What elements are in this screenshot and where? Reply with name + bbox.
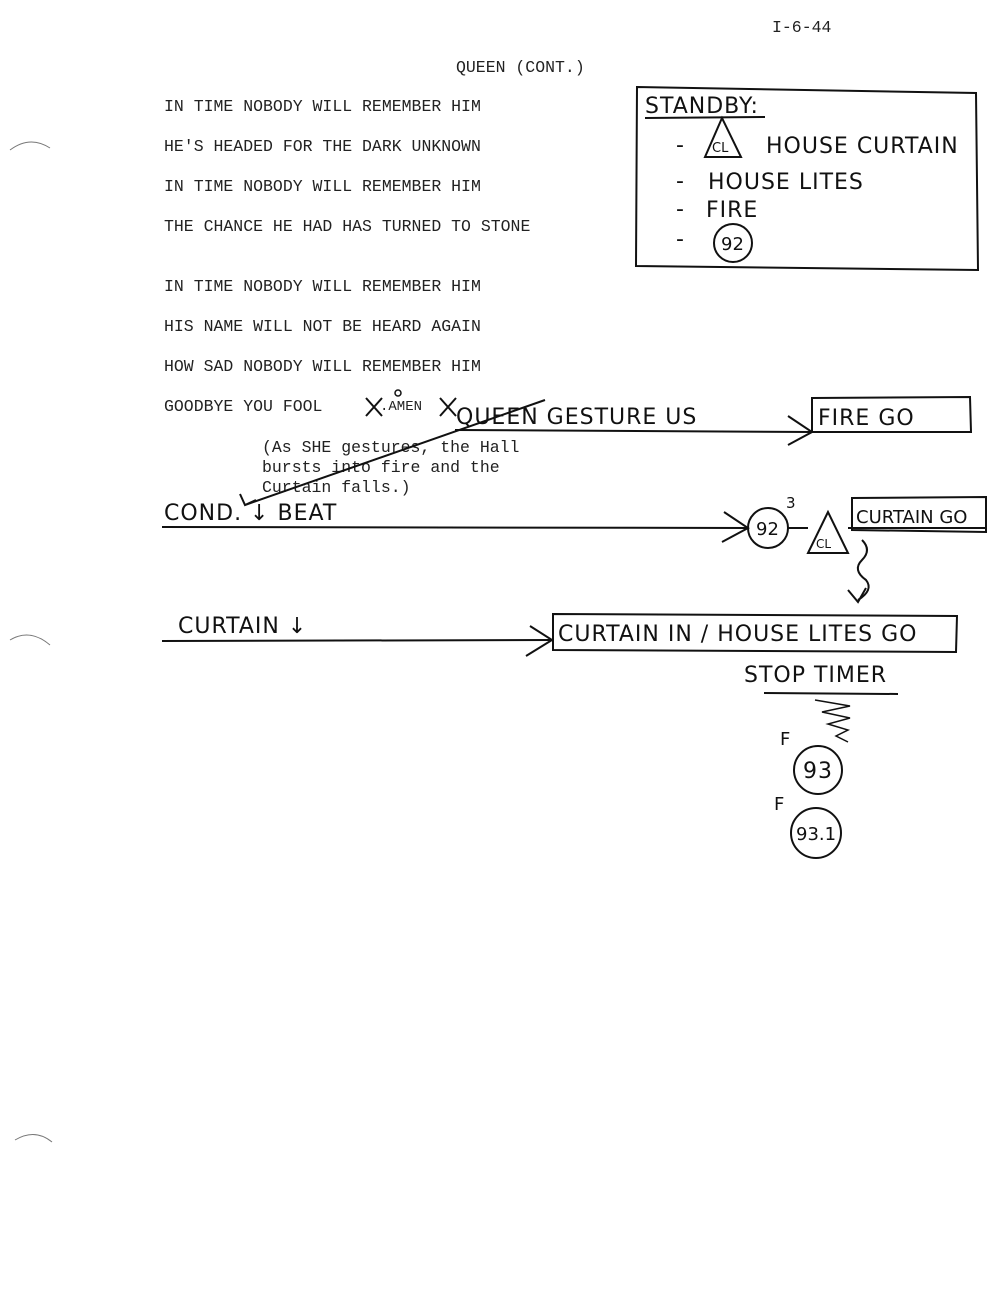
f-mark: F — [780, 729, 791, 750]
lyric-line: IN TIME NOBODY WILL REMEMBER HIM — [164, 97, 481, 116]
cl-badge: CL — [712, 141, 729, 156]
amen-text: .AMEN — [380, 399, 423, 415]
curtain-in-house-lites-cue: CURTAIN IN / HOUSE LITES GO — [558, 622, 918, 647]
stage-direction-line: bursts into fire and the — [262, 458, 500, 477]
standby-box — [636, 87, 978, 270]
lyric-line: IN TIME NOBODY WILL REMEMBER HIM — [164, 277, 481, 296]
curtain-cue: CURTAIN ↓ — [178, 614, 308, 639]
cue-93: 93 — [803, 759, 833, 784]
cue-number: 92 — [721, 234, 744, 255]
count-3: 3 — [786, 494, 796, 512]
dash: - — [676, 169, 685, 194]
cue-93-1: 93.1 — [796, 824, 837, 845]
lyric-line: THE CHANCE HE HAD HAS TURNED TO STONE — [164, 217, 531, 236]
dash: - — [676, 227, 685, 252]
lyric-line: GOODBYE YOU FOOL — [164, 397, 323, 416]
standby-item: FIRE — [706, 198, 759, 223]
character-heading: QUEEN (CONT.) — [456, 58, 585, 77]
lyric-line: HIS NAME WILL NOT BE HEARD AGAIN — [164, 317, 481, 336]
cue-92: 92 — [756, 519, 779, 540]
standby-title: STANDBY: — [645, 94, 759, 119]
queen-gesture-cue: QUEEN GESTURE US — [456, 405, 698, 430]
lyric-line: HE'S HEADED FOR THE DARK UNKNOWN — [164, 137, 481, 156]
page-number: I-6-44 — [772, 18, 832, 37]
dash: - — [676, 133, 685, 158]
f-mark: F — [774, 794, 785, 815]
cond-beat-cue: COND. ↓ BEAT — [164, 501, 338, 526]
stop-timer-note: STOP TIMER — [744, 663, 888, 688]
curtain-go-cue: CURTAIN GO — [856, 507, 968, 528]
dash: - — [676, 197, 685, 222]
cl-badge: CL — [816, 537, 832, 551]
stage-direction-line: Curtain falls.) — [262, 478, 411, 497]
fire-go-cue: FIRE GO — [818, 406, 915, 431]
stage-direction-line: (As SHE gestures, the Hall — [262, 438, 520, 457]
lyric-line: IN TIME NOBODY WILL REMEMBER HIM — [164, 177, 481, 196]
lyric-line: HOW SAD NOBODY WILL REMEMBER HIM — [164, 357, 481, 376]
standby-item: HOUSE CURTAIN — [766, 134, 959, 159]
standby-item: HOUSE LITES — [708, 170, 864, 195]
